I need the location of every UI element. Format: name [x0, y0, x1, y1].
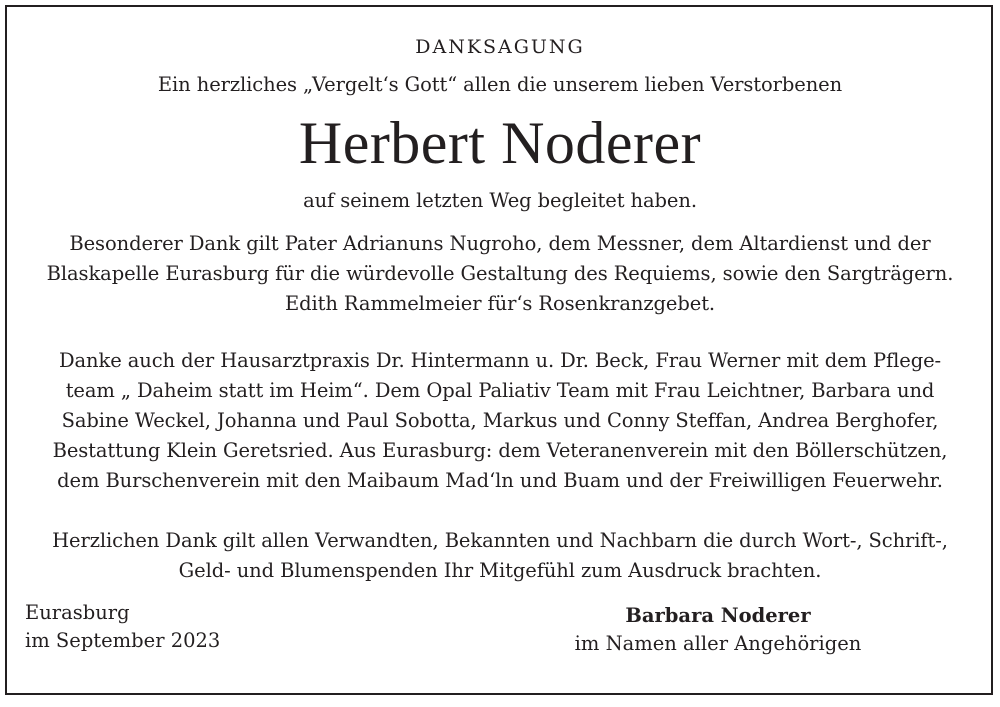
paragraph2-line: Danke auch der Hausarztpraxis Dr. Hintermann u. Dr. Beck, Frau Werner mit dem Pflege- — [58, 349, 942, 372]
after-name-line: auf seinem letzten Weg begleitet haben. — [303, 189, 697, 212]
place: Eurasburg — [25, 601, 130, 624]
paragraph2-line: dem Burschenverein mit den Maibaum Mad‘ln und Buam und der Freiwilligen Feuerwehr. — [57, 469, 943, 492]
date: im September 2023 — [25, 629, 221, 652]
paragraph3-line: Herzlichen Dank gilt allen Verwandten, Bekannten und Nachbarn die durch Wort-, Schrift-, — [52, 529, 948, 552]
paragraph1-line: Blaskapelle Eurasburg für die würdevolle Gestaltung des Requiems, sowie den Sargträgern. — [46, 262, 954, 285]
paragraph1-line: Edith Rammelmeier für‘s Rosenkranzgebet. — [284, 292, 716, 315]
intro-line: Ein herzliches „Vergelt‘s Gott“ allen die unserem lieben Verstorbenen — [157, 73, 843, 96]
paragraph3-line: Geld- und Blumenspenden Ihr Mitgefühl zum Ausdruck brachten. — [178, 559, 822, 582]
signer-note: im Namen aller Angehörigen — [574, 632, 862, 655]
paragraph2-line: Bestattung Klein Geretsried. Aus Eurasburg: dem Veteranenverein mit den Böllerschützen, — [52, 439, 948, 462]
signer-name: Barbara Noderer — [625, 604, 811, 627]
paragraph2-line: Sabine Weckel, Johanna und Paul Sobotta, Markus und Conny Steffan, Andrea Berghofer, — [61, 409, 939, 432]
notice-heading: DANKSAGUNG — [415, 36, 585, 58]
paragraph2-line: team „ Daheim statt im Heim“. Dem Opal Paliativ Team mit Frau Leichtner, Barbara und — [65, 379, 935, 402]
deceased-name: Herbert Noderer — [298, 110, 702, 176]
paragraph1-line: Besonderer Dank gilt Pater Adrianuns Nugroho, dem Messner, dem Altardienst und der — [69, 232, 931, 255]
